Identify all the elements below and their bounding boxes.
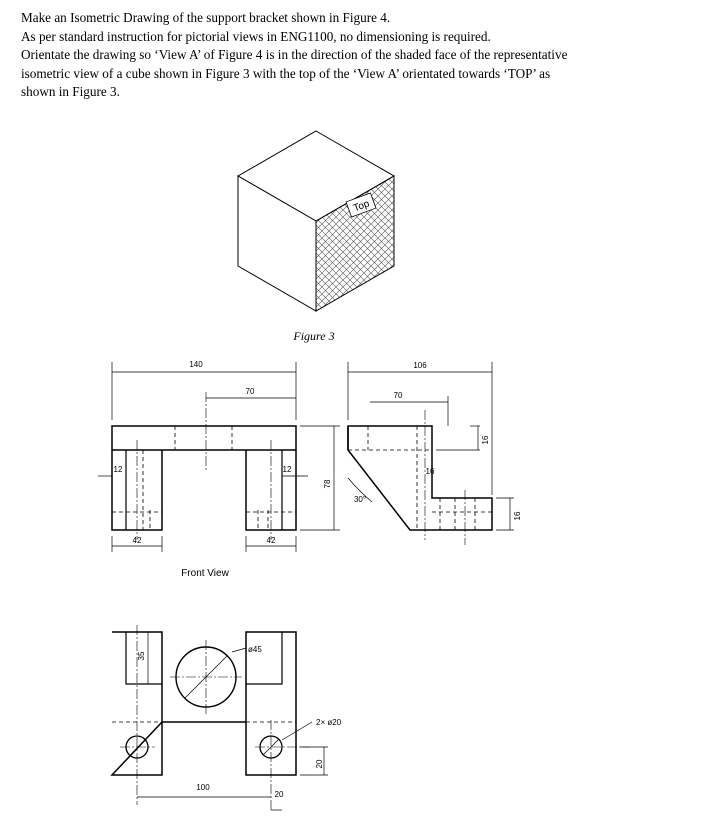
dim-top-hole-spacing: 100 — [196, 783, 210, 792]
dim-front-height: 78 — [323, 479, 332, 489]
dim-top-hole-offset-vertical: 20 — [315, 759, 324, 769]
dim-top-hole-offset-horizontal: 20 — [274, 790, 284, 799]
dim-top-offset: 35 — [137, 651, 146, 661]
instruction-line-2: As per standard instruction for pictorial views in ENG1100, no dimensioning is required. — [21, 28, 491, 44]
dim-front-overall-width: 140 — [189, 360, 203, 369]
dim-side-top-thickness: 16 — [481, 435, 490, 445]
dim-side-overall-depth: 106 — [413, 361, 427, 370]
dim-top-small-holes: 2× ø20 — [316, 718, 342, 727]
dim-front-right-width: 42 — [266, 536, 276, 545]
dim-side-upper-depth: 70 — [393, 391, 403, 400]
instruction-line-3: Orientate the drawing so ‘View A’ of Figure 4 is in the direction of the shaded face of the representative — [21, 47, 568, 62]
dim-front-inner-width: 70 — [245, 387, 255, 396]
dim-top-large-hole: ø45 — [248, 645, 262, 654]
front-view-caption: Front View — [181, 568, 229, 579]
side-view — [348, 362, 514, 545]
instruction-line-5: shown in Figure 3. — [21, 84, 120, 99]
instruction-line-4: isometric view of a cube shown in Figure 3 with the top of the ‘View A’ orientated towards ‘TOP’ as — [21, 65, 551, 81]
figure3-caption: Figure 3 — [293, 329, 335, 343]
front-view — [98, 362, 340, 552]
instruction-line-1: Make an Isometric Drawing of the support bracket shown in Figure 4. — [21, 10, 391, 25]
figure3-cube — [238, 131, 394, 311]
dim-front-left-thickness: 12 — [113, 465, 123, 474]
dim-front-left-width: 42 — [132, 536, 142, 545]
top-label: Top — [352, 198, 371, 215]
dim-side-angle: 30° — [353, 495, 367, 504]
dim-side-step-thickness: 16 — [425, 467, 435, 476]
front-top-plate — [112, 426, 296, 450]
dim-side-base-thickness: 16 — [513, 511, 522, 521]
dim-front-right-thickness: 12 — [282, 465, 292, 474]
